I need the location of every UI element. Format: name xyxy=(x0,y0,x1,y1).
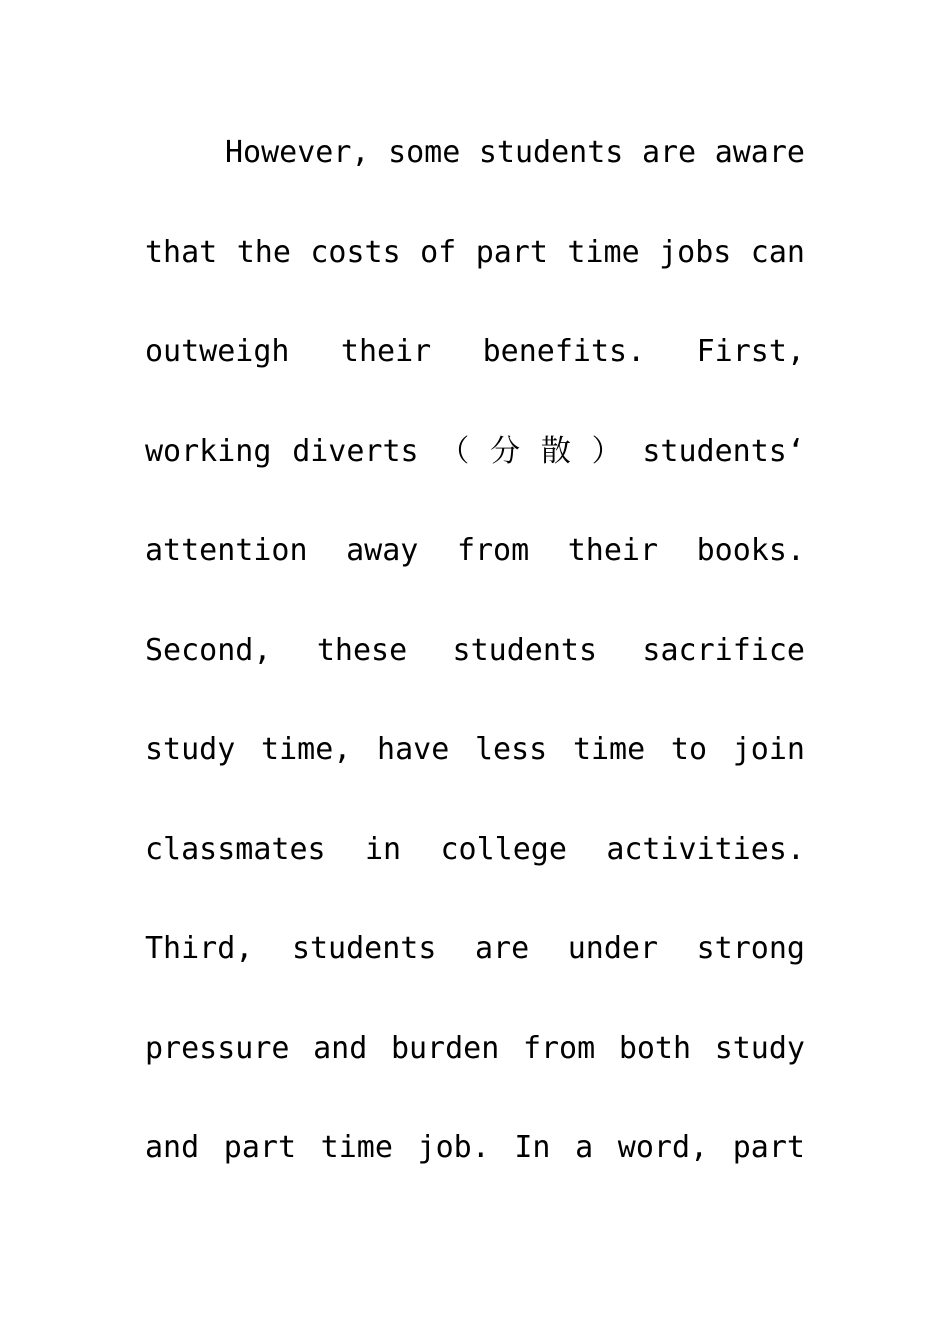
word: strong xyxy=(696,931,805,966)
word: classmates xyxy=(145,831,326,867)
word: have xyxy=(377,732,450,767)
text-line xyxy=(145,722,805,822)
word: 分 xyxy=(490,433,521,469)
word: students xyxy=(452,632,598,668)
word: of xyxy=(420,234,457,270)
word: and xyxy=(313,1030,368,1066)
word: time, xyxy=(261,732,352,767)
word: can xyxy=(750,234,805,270)
word: under xyxy=(567,931,659,966)
word: from xyxy=(456,533,530,568)
text-line xyxy=(145,324,805,424)
text-line xyxy=(145,523,805,623)
word: that xyxy=(145,234,218,270)
text-line xyxy=(145,1120,805,1220)
word: However, xyxy=(225,135,370,170)
word: a xyxy=(575,1130,594,1165)
word: job. xyxy=(417,1130,490,1165)
word: less xyxy=(474,732,548,767)
word: books. xyxy=(696,533,805,568)
word: aware xyxy=(714,135,805,170)
text-line xyxy=(145,921,805,1021)
word: join xyxy=(732,732,805,767)
word: both xyxy=(618,1030,692,1066)
word: these xyxy=(316,632,408,668)
text-line xyxy=(145,623,805,723)
word: working xyxy=(145,433,272,469)
text-line xyxy=(145,125,805,225)
paragraph xyxy=(145,125,805,1220)
word: First, xyxy=(696,334,805,369)
word: outweigh xyxy=(145,334,290,369)
word: Second, xyxy=(145,632,272,668)
word: jobs xyxy=(659,234,732,270)
word: part xyxy=(732,1130,805,1165)
word: are xyxy=(641,135,697,170)
word: part xyxy=(223,1130,297,1165)
word: study xyxy=(145,732,236,767)
word: part xyxy=(475,234,548,270)
word: away xyxy=(346,533,419,568)
word: 散 xyxy=(540,433,571,469)
word: to xyxy=(670,732,708,767)
word: burden xyxy=(390,1030,500,1066)
word: activities. xyxy=(606,831,805,867)
text-line xyxy=(145,1021,805,1121)
word: some xyxy=(388,135,461,170)
word: students xyxy=(291,931,437,966)
word: word, xyxy=(617,1130,709,1165)
word: ） xyxy=(591,433,622,469)
word: （ xyxy=(439,433,470,469)
word: students xyxy=(478,135,624,170)
word: in xyxy=(365,831,402,867)
word: Third, xyxy=(145,931,254,966)
word: college xyxy=(440,831,567,867)
word: costs xyxy=(310,234,401,270)
word: from xyxy=(522,1030,596,1066)
word: sacrifice xyxy=(642,632,805,668)
word: their xyxy=(340,334,432,369)
word: and xyxy=(145,1130,200,1165)
word: diverts xyxy=(292,433,419,469)
word: time xyxy=(572,732,646,767)
word: the xyxy=(236,234,291,270)
word: time xyxy=(320,1130,393,1165)
word: attention xyxy=(145,533,308,568)
word: study xyxy=(714,1030,805,1066)
word: time xyxy=(567,234,640,270)
text-line xyxy=(145,424,805,524)
word: students‘ xyxy=(642,433,805,469)
text-line xyxy=(145,225,805,325)
word: In xyxy=(514,1130,551,1165)
word: pressure xyxy=(145,1030,290,1066)
word: their xyxy=(567,533,659,568)
text-line xyxy=(145,822,805,922)
word: benefits. xyxy=(482,334,646,369)
word: are xyxy=(475,931,530,966)
